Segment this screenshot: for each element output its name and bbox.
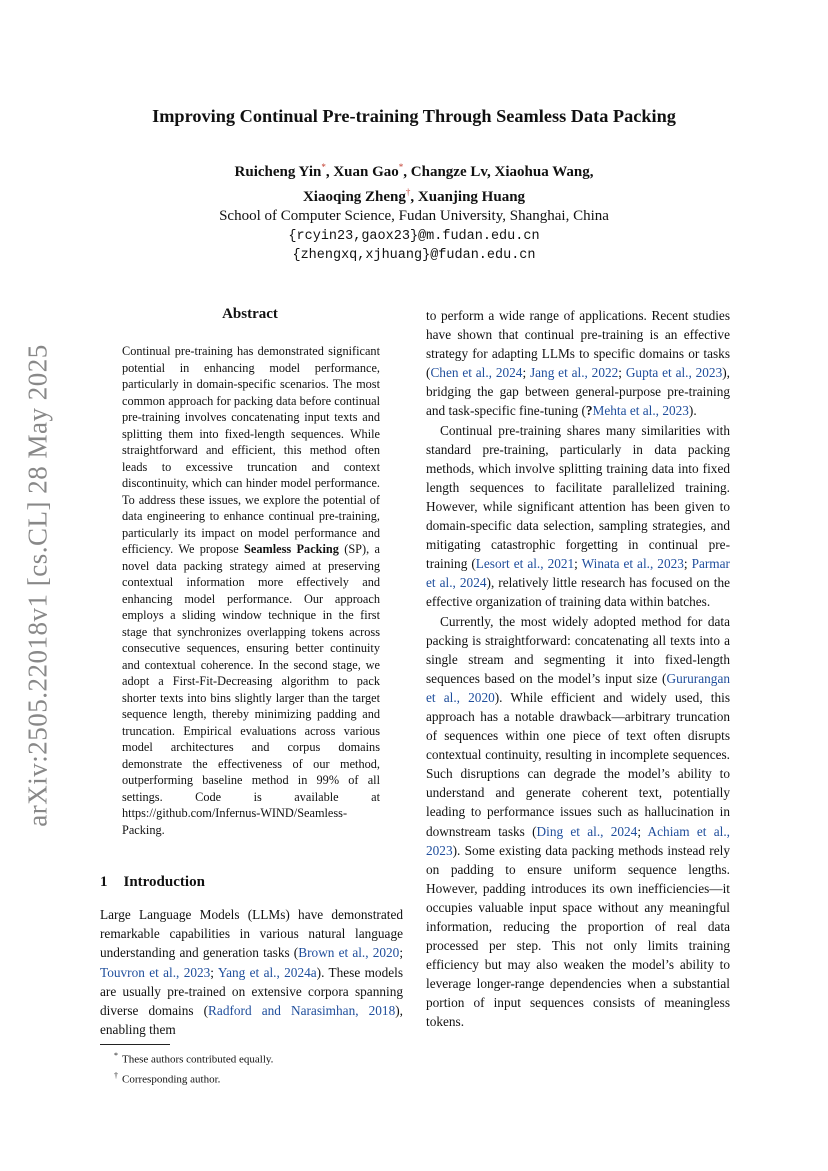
citation-link[interactable]: Gupta et al., 2023 bbox=[625, 365, 723, 381]
body-text: Continual pre-training shares many similarities with standard pre-training, particularly in data packing methods, which involve splitting training data into fixed length sequences to facilitate parallelized training. However, while significant attention has been given to domain-specific data selection, sampling strategies, and mitigating catastrophic forgetting in continual pre-training ( bbox=[426, 422, 730, 572]
body-text: ). bbox=[688, 403, 697, 419]
author-name: Xuan Gao bbox=[333, 164, 399, 180]
citation-link[interactable]: Touvron et al., 2023 bbox=[100, 964, 211, 980]
paper-title: Improving Continual Pre-training Through Seamless Data Packing bbox=[152, 106, 676, 126]
citation-link[interactable]: Ding et al., 2024 bbox=[536, 823, 638, 839]
paragraph bbox=[426, 421, 730, 612]
body-text: ). While efficient and widely used, this approach has a notable drawback—arbitrary truncation of sequences within one piece of text often disrupts contextual continuity, resulting in incomplete sequences. Such disruptions can degrade the model’s ability to understand and generate coherent text, potentially leading to performance issues such as hallucination in downstream tasks ( bbox=[426, 689, 731, 839]
citation-link[interactable]: Parmar et al., 2024 bbox=[426, 556, 730, 591]
footnote-mark: * bbox=[114, 1051, 118, 1060]
citation-link[interactable]: Jang et al., 2022 bbox=[529, 365, 619, 381]
body-text: ; bbox=[637, 823, 648, 839]
author-separator: , bbox=[410, 188, 418, 205]
author-name: Changze Lv bbox=[410, 164, 488, 180]
arxiv-stamp bbox=[18, 340, 58, 830]
paragraph bbox=[426, 306, 730, 421]
section-heading bbox=[100, 874, 205, 891]
author-block bbox=[0, 158, 828, 266]
citation-link[interactable]: Radford and Narasimhan, 2018 bbox=[208, 1003, 396, 1019]
author-separator: , bbox=[589, 164, 594, 180]
body-text: ). Some existing data packing methods instead rely on padding to ensure uniform sequence lengths. However, padding introduces its own inefficiencies—it occupies valuable input space without any meaningful information, reducing the proportion of real data processed per step. This not only limits training efficiency but may also weaken the model’s ability to leverage longer-range dependencies when a substantial portion of input sequences consists of meaningless tokens. bbox=[426, 842, 730, 1030]
method-name: Seamless Packing bbox=[244, 542, 339, 556]
author-name: Xuanjing Huang bbox=[417, 188, 526, 205]
abstract-body bbox=[122, 343, 380, 838]
paragraph bbox=[426, 612, 730, 1032]
body-text: ; bbox=[399, 945, 404, 961]
author-separator: , bbox=[487, 164, 495, 180]
author-separator: , bbox=[325, 164, 334, 180]
body-text: to perform a wide range of applications. Recent studies have shown that continual pre-training is an effective strategy for adapting LLMs to specific domains or tasks ( bbox=[426, 308, 730, 381]
authors-line-1 bbox=[0, 158, 828, 183]
citation-link[interactable]: Brown et al., 2020 bbox=[298, 945, 400, 961]
right-column bbox=[426, 306, 730, 1032]
body-text: ), relatively little research has focused on the effective organization of training data within batches. bbox=[426, 575, 730, 610]
author-name: Xiaoqing Zheng bbox=[302, 188, 406, 205]
body-text: ; bbox=[210, 964, 218, 980]
section-number: 1 bbox=[100, 874, 108, 890]
footnote bbox=[114, 1068, 273, 1088]
body-text: ; bbox=[618, 365, 626, 381]
arxiv-stamp-text: arXiv:2505.22018v1 [cs.CL] 28 May 2025 bbox=[22, 343, 53, 827]
author-mark: † bbox=[405, 186, 411, 197]
body-text: Currently, the most widely adopted method for data packing is straightforward: concatenating all texts into a single stream and segmenting it into fixed-length sequences based on the model’s input size ( bbox=[426, 613, 730, 686]
body-text: ), enabling them bbox=[100, 1003, 403, 1038]
author-mark: * bbox=[321, 162, 326, 172]
affiliation: School of Computer Science, Fudan University, Shanghai, China bbox=[219, 208, 609, 224]
footnote-text: These authors contributed equally. bbox=[122, 1053, 274, 1066]
author-name: Ruicheng Yin bbox=[234, 164, 322, 180]
footnotes bbox=[114, 1048, 273, 1087]
intro-paragraph bbox=[100, 905, 403, 1039]
body-text: ; bbox=[683, 556, 692, 572]
citation-link[interactable]: Lesort et al., 2021 bbox=[475, 556, 575, 572]
author-mark: * bbox=[398, 162, 404, 172]
abstract-text: (SP), a novel data packing strategy aimed at preserving contextual information more effectively and enhancing model performance. Our approach employs a sliding window technique in the first stage that synchronizes overlapping tokens across consecutive sequences, ensuring better continuity and contextual coherence. In the second stage, we adopt a First-Fit-Decreasing algorithm to pack shorter texts into bins slightly larger than the target sequence length, thereby minimizing padding and truncation. Empirical evaluations across various model architectures and corpus domains demonstrate the effectiveness of our method, outperforming baseline method in 99% of all settings. Code is available at https://github.com/Infernus-WIND/Seamless-Packing. bbox=[122, 542, 380, 837]
missing-citation-mark: ? bbox=[585, 403, 593, 419]
author-name: Xiaohua Wang bbox=[494, 164, 590, 180]
author-separator: , bbox=[403, 164, 411, 180]
section-title: Introduction bbox=[123, 874, 205, 890]
abstract-text: Continual pre-training has demonstrated significant potential in enhancing model performance, particularly in domain-specific scenarios. The most common approach for packing data before continual pre-training involves concatenating input texts and splitting them into fixed-length sequences. While straightforward and efficient, this method often leads to excessive truncation and context discontinuity, which can hinder model performance. To address these issues, we explore the potential of data engineering to enhance continual pre-training, particularly its impact on model performance and efficiency. We propose bbox=[122, 344, 380, 556]
authors-line-2 bbox=[0, 183, 828, 208]
citation-link[interactable]: Winata et al., 2023 bbox=[581, 556, 684, 572]
citation-link[interactable]: Achiam et al., 2023 bbox=[426, 823, 730, 858]
footnote-mark: † bbox=[114, 1070, 118, 1080]
email-line-2: {zhengxq,xjhuang}@fudan.edu.cn bbox=[292, 248, 536, 263]
body-text: Large Language Models (LLMs) have demonstrated remarkable capabilities in various natural language understanding and generation tasks ( bbox=[100, 907, 403, 961]
email-line-1: {rcyin23,gaox23}@m.fudan.edu.cn bbox=[288, 228, 540, 244]
body-text: ), bridging the gap between general-purpose pre-training and task-specific fine-tuning ( bbox=[426, 365, 730, 419]
body-text: ; bbox=[574, 556, 582, 572]
footnote-divider bbox=[100, 1044, 170, 1045]
body-text: ). These models are usually pre-trained on extensive corpora spanning diverse domains ( bbox=[100, 964, 403, 1019]
body-text: ; bbox=[522, 365, 530, 381]
citation-link[interactable]: Mehta et al., 2023 bbox=[592, 403, 689, 419]
citation-link[interactable]: Chen et al., 2024 bbox=[430, 365, 523, 381]
abstract-heading: Abstract bbox=[222, 306, 278, 322]
citation-link[interactable]: Yang et al., 2024a bbox=[217, 964, 317, 980]
footnote bbox=[114, 1048, 273, 1068]
citation-link[interactable]: Gururangan et al., 2020 bbox=[426, 670, 730, 705]
footnote-text: Corresponding author. bbox=[122, 1073, 221, 1086]
